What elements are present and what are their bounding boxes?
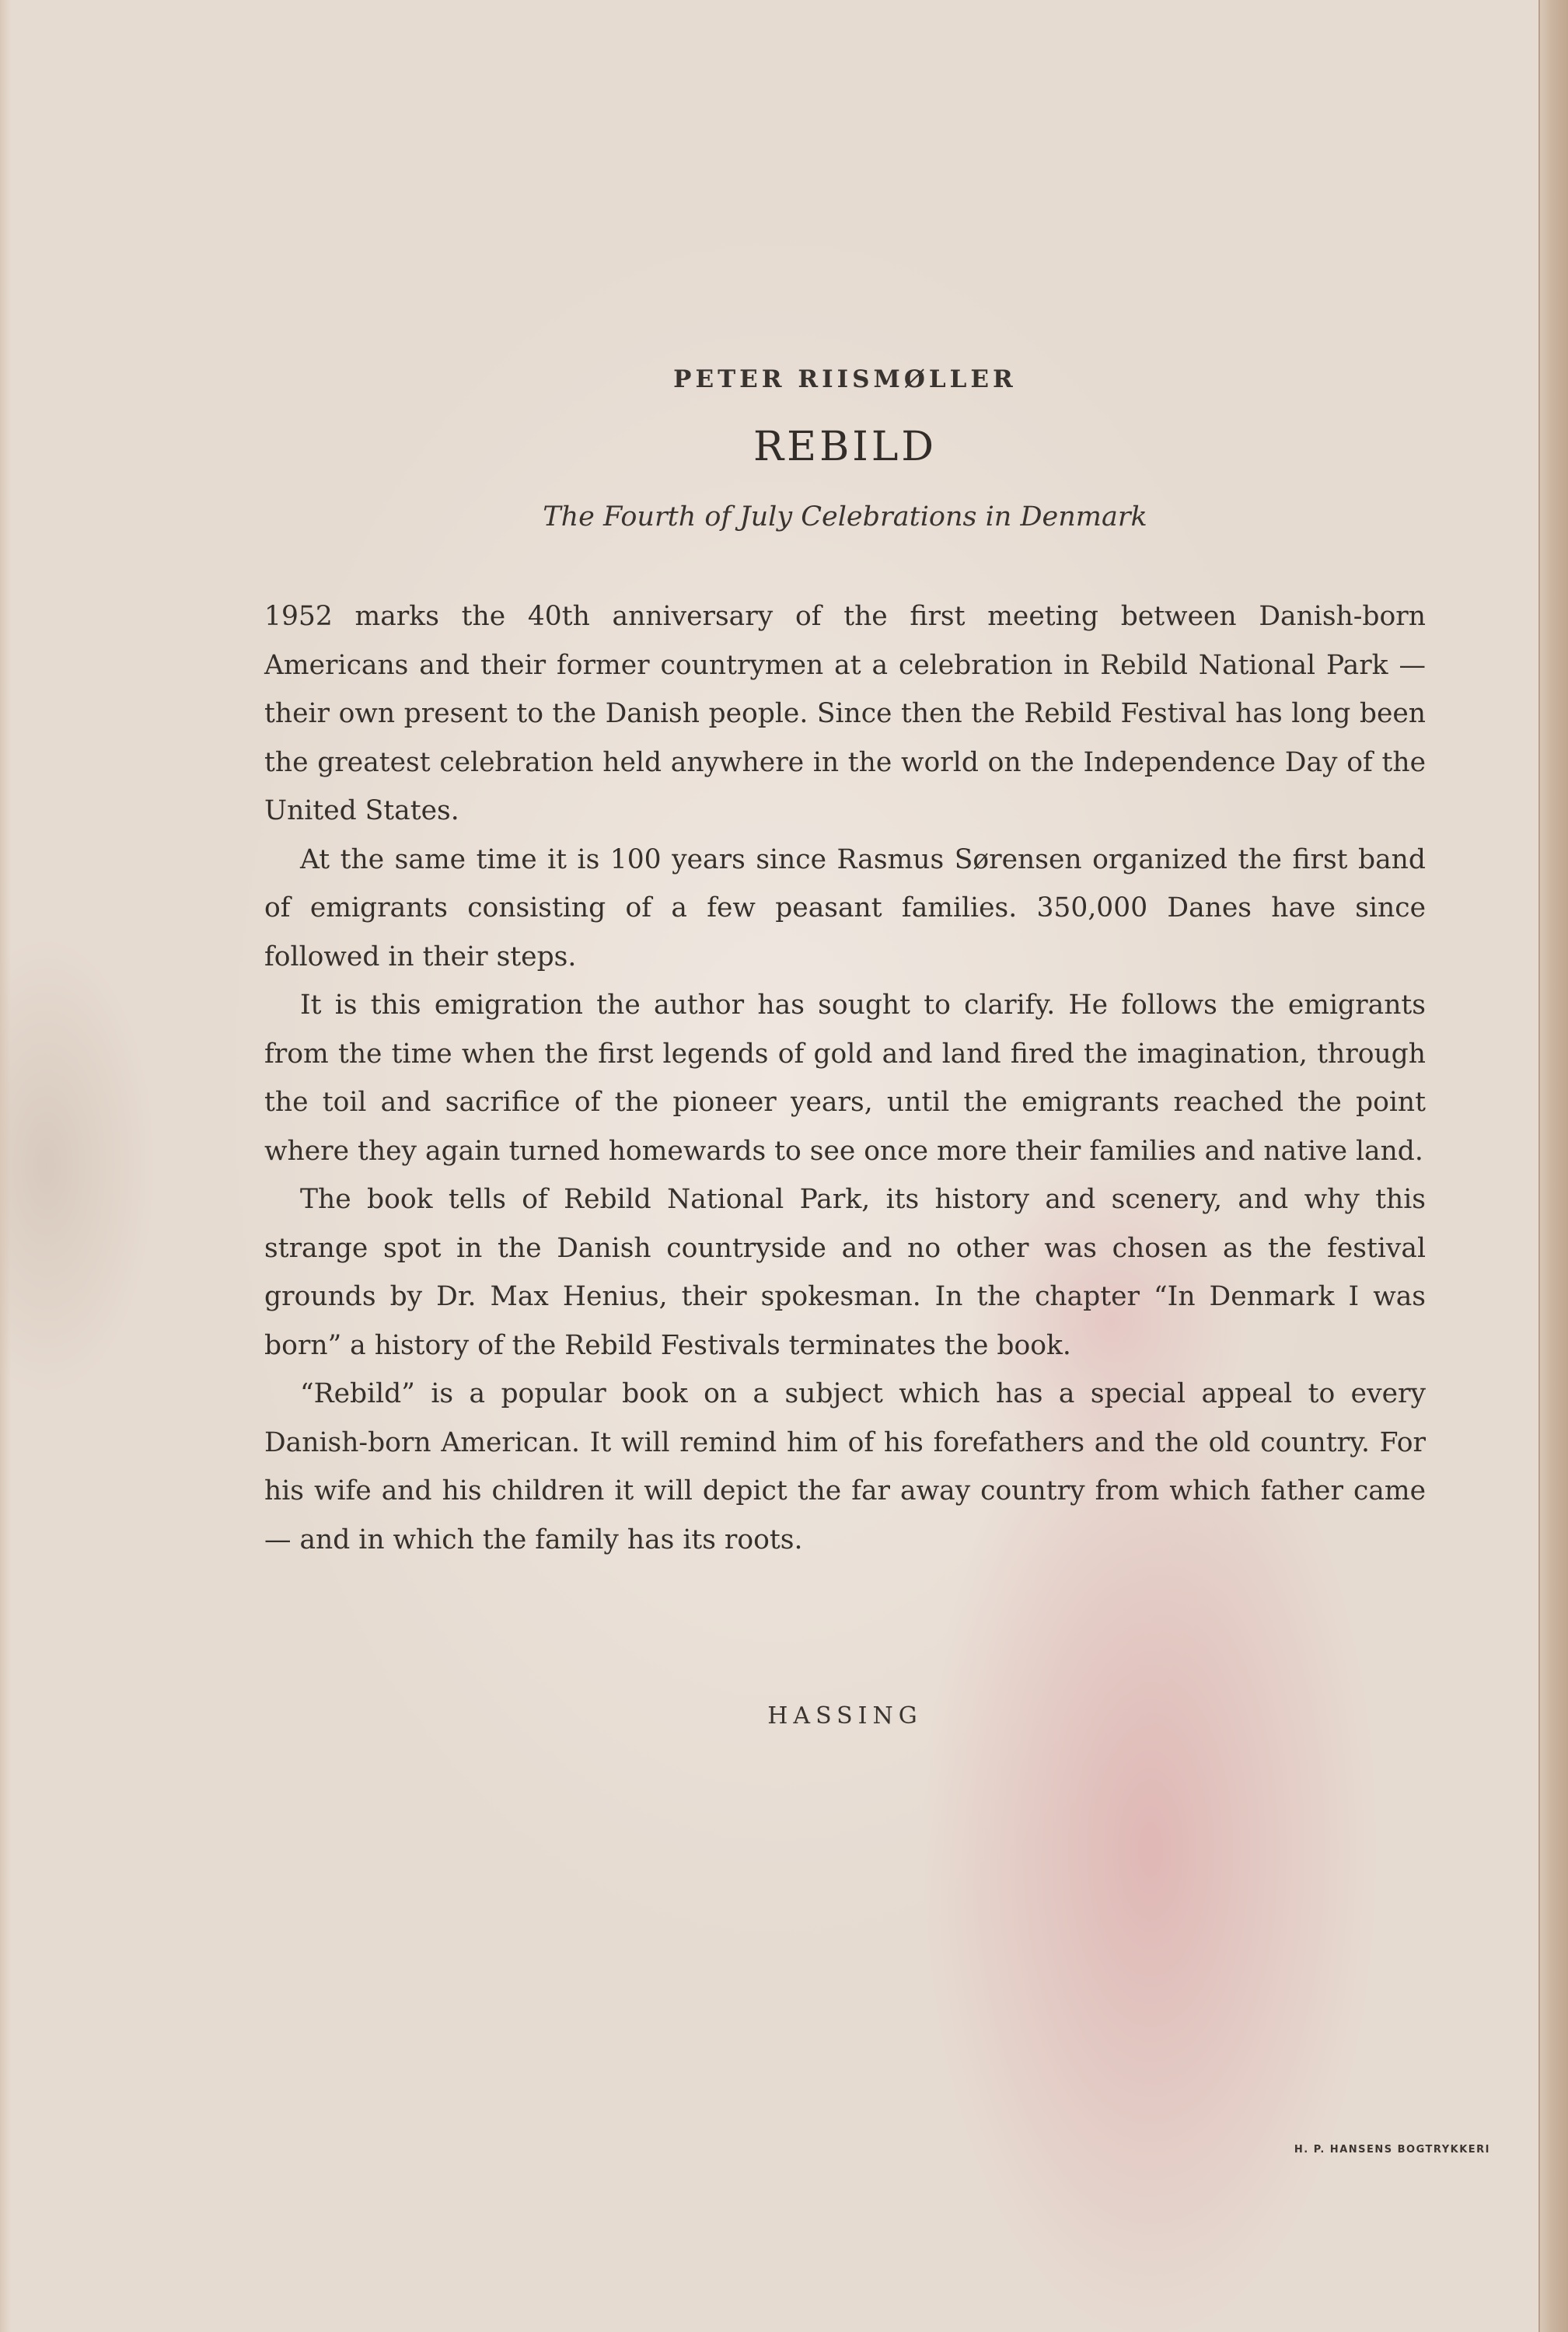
blurb-paragraph: The book tells of Rebild National Park, its history and scenery, and why this strange spot in the Danish countryside and no other was chosen as the festival grounds by Dr. Max Henius, their spokesman. In the chapter “In Denmark I was born” a history of the Rebild Festivals terminates the book. — [264, 1184, 1426, 1361]
book-subtitle: The Fourth of July Celebrations in Denmark — [543, 501, 1147, 532]
blurb-paragraph: It is this emigration the author has sought to clarify. He follows the emigrants from the time when the first legends of gold and land fired the imagination, through the toil and sacrifice of the pioneer years, until the emigrants reached the point where they again turned homewards to see once more their families and native land. — [264, 990, 1426, 1167]
book-spine-edge — [1538, 0, 1568, 2332]
printer-imprint: H. P. HANSENS BOGTRYKKERI — [1294, 2144, 1490, 2156]
blurb-paragraph: At the same time it is 100 years since Rasmus Sørensen organized the first band of emigrants consisting of a few peasant families. 350,000 Danes have since followed in their steps. — [264, 843, 1426, 972]
blurb-paragraph: 1952 marks the 40th anniversary of the first meeting between Danish-born Americans and their former countrymen at a celebration in Rebild National Park — their own present to the Danish people. Since then the Rebild Festival has long been the greatest celebration held anywhere in the world on the Independence Day of the United States. — [264, 601, 1426, 826]
cover-left-edge — [0, 0, 11, 2332]
book-title: REBILD — [753, 424, 938, 470]
blurb-paragraph: “Rebild” is a popular book on a subject which has a special appeal to every Danish-born American. It will remind him of his forefathers and the old country. For his wife and his children it will depict the far away country from which father came — and in which the family has its roots. — [264, 1378, 1426, 1555]
publisher-name: HASSING — [767, 1702, 923, 1730]
author-name: PETER RIISMØLLER — [673, 365, 1017, 393]
blurb-text — [264, 592, 1426, 1564]
